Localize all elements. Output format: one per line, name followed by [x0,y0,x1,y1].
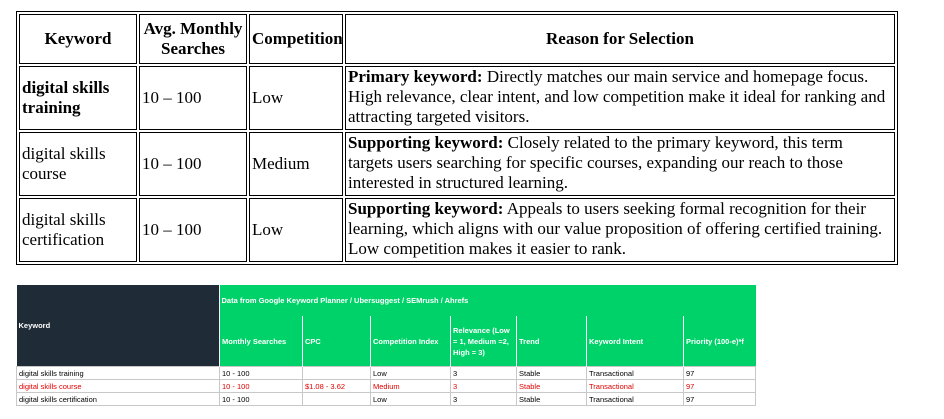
sheet-cell-searches: 10 - 100 [220,393,303,406]
row-reason [345,132,895,196]
sheet-header-monthly-searches: Monthly Searches [220,316,303,367]
row-keyword: digital skills training [19,66,137,130]
header-avg-monthly-searches: Avg. Monthly Searches [139,14,247,64]
sheet-cell-competition: Low [371,367,451,380]
sheet-cell-cpc [303,367,371,380]
sheet-cell-competition: Low [371,393,451,406]
sheet-cell-priority: 97 [684,367,756,380]
header-reason: Reason for Selection [345,14,895,64]
sheet-cell-searches: 10 - 100 [220,380,303,393]
row-reason [345,198,895,262]
reason-label: Supporting keyword: [348,199,504,218]
row-keyword: digital skills course [19,132,137,196]
row-competition: Low [249,198,343,262]
row-searches: 10 – 100 [139,66,247,130]
table-header-row [19,14,895,64]
sheet-header-relevance: Relevance (Low = 1, Medium =2, High = 3) [451,316,517,367]
sheet-row [17,393,756,406]
row-reason [345,66,895,130]
header-competition: Competition [249,14,343,64]
reason-label: Primary keyword: [348,67,483,86]
sheet-cell-relevance: 3 [451,367,517,380]
table-row [19,66,895,130]
reason-text: Closely related to the primary keyword, this term targets users searching for specific courses, expanding our reach to those interested in structured learning. [348,133,843,192]
keyword-selection-table [16,11,898,265]
sheet-header-keyword-intent: Keyword Intent [587,316,684,367]
sheet-cell-trend: Stable [517,367,587,380]
row-competition: Low [249,66,343,130]
sheet-source-row [17,285,756,316]
row-searches: 10 – 100 [139,198,247,262]
sheet-header-trend: Trend [517,316,587,367]
sheet-cell-intent: Transactional [587,393,684,406]
sheet-header-cpc: CPC [303,316,371,367]
reason-text: Directly matches our main service and homepage focus. High relevance, clear intent, and low competition make it ideal for ranking and attracting targeted visitors. [348,67,886,126]
row-keyword: digital skills certification [19,198,137,262]
reason-text: Appeals to users seeking formal recognition for their learning, which aligns with our value proposition of offering certified training. Low competition makes it easier to rank. [348,199,883,258]
sheet-row [17,367,756,380]
sheet-header-priority: Priority (100-e)*f [684,316,756,367]
sheet-cell-priority: 97 [684,393,756,406]
keyword-data-sheet [16,285,756,406]
sheet-source-header: Data from Google Keyword Planner / Ubersuggest / SEMrush / Ahrefs [220,285,756,316]
table-row [19,198,895,262]
sheet-cell-intent: Transactional [587,380,684,393]
sheet-header-keyword: Keyword [17,285,220,367]
sheet-cell-keyword: digital skills training [17,367,220,380]
sheet-cell-searches: 10 - 100 [220,367,303,380]
reason-label: Supporting keyword: [348,133,504,152]
sheet-cell-trend: Stable [517,393,587,406]
table-row [19,132,895,196]
sheet-cell-keyword: digital skills course [17,380,220,393]
header-keyword: Keyword [19,14,137,64]
sheet-cell-cpc: $1.08 - 3.62 [303,380,371,393]
sheet-cell-intent: Transactional [587,367,684,380]
sheet-cell-priority: 97 [684,380,756,393]
sheet-header-competition-index: Competition Index [371,316,451,367]
sheet-cell-trend: Stable [517,380,587,393]
row-searches: 10 – 100 [139,132,247,196]
sheet-cell-cpc [303,393,371,406]
sheet-cell-relevance: 3 [451,380,517,393]
sheet-row [17,380,756,393]
sheet-cell-relevance: 3 [451,393,517,406]
row-competition: Medium [249,132,343,196]
sheet-cell-keyword: digital skills certification [17,393,220,406]
sheet-cell-competition: Medium [371,380,451,393]
